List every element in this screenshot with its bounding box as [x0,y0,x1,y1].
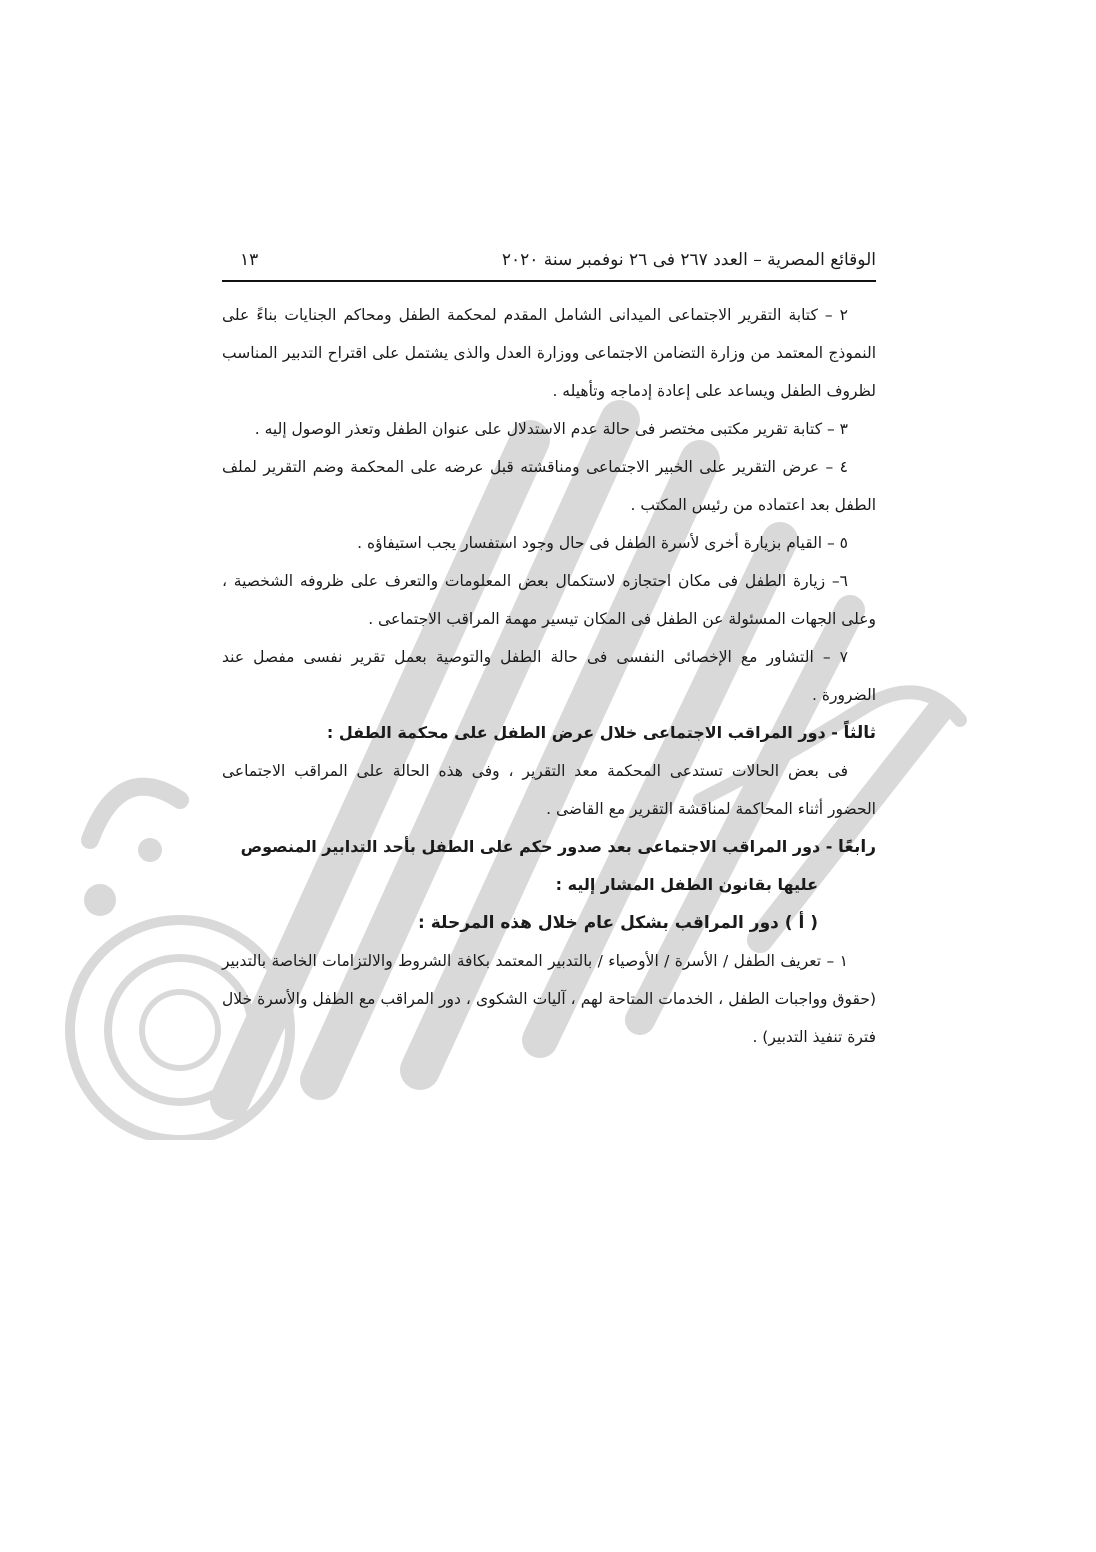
section-heading-fourth-lead: رابعًا [838,837,876,857]
gazette-title: الوقائع المصرية – العدد ٢٦٧ فى ٢٦ نوفمبر سنة ٢٠٢٠ [501,250,876,270]
document-page [222,250,876,1056]
paragraph-item-7: ٧ – التشاور مع الإخصائى النفسى فى حالة الطفل والتوصية بعمل تقرير نفسى مفصل عند الضرورة . [222,648,876,704]
paragraph-item-5: ٥ – القيام بزيارة أخرى لأسرة الطفل فى حال وجود استفسار يجب استيفاؤه . [357,534,848,552]
paragraph-third-section: فى بعض الحالات تستدعى المحكمة معد التقرير ، وفى هذه الحالة على المراقب الاجتماعى الحضور أثناء المحاكمة لمناقشة التقرير مع القاضى . [222,762,876,818]
paragraph-item-3: ٣ – كتابة تقرير مكتبى مختصر فى حالة عدم الاستدلال على عنوان الطفل وتعذر الوصول إليه . [254,420,848,438]
paragraph-item-2: ٢ – كتابة التقرير الاجتماعى الميدانى الشامل المقدم لمحكمة الطفل ومحاكم الجنايات بناءً على النموذج المعتمد من وزارة التضامن الاجتماعى ووزارة العدل والذى يشتمل على اقتراح التدبير المناسب لظروف الطفل ويساعد على إعادة إدماجه وتأهيله . [222,306,876,400]
section-heading-third [222,714,876,752]
page-number: ١٣ [240,250,259,270]
paragraph-item-a1: ١ – تعريف الطفل / الأسرة / الأوصياء / بالتدبير المعتمد بكافة الشروط والالتزامات الخاصة بالتدبير (حقوق وواجبات الطفل ، الخدمات المتاحة لهم ، آليات الشكوى ، دور المراقب مع الطفل والأسرة خلال فترة تنفيذ التدبير) . [222,952,876,1046]
section-heading-fourth-continued: عليها بقانون الطفل المشار إليه : [555,875,818,894]
section-heading-fourth-text: - دور المراقب الاجتماعى بعد صدور حكم على الطفل بأحد التدابير المنصوص [240,837,839,856]
paragraph-item-6: ٦– زيارة الطفل فى مكان احتجازه لاستكمال بعض المعلومات والتعرف على ظروفه الشخصية ، وعلى الجهات المسئولة عن الطفل فى المكان تيسير مهمة المراقب الاجتماعى . [222,572,876,628]
section-heading-fourth [222,828,876,866]
section-heading-third-lead: ثالثاً [843,723,876,743]
paragraph-item-4: ٤ – عرض التقرير على الخبير الاجتماعى ومناقشته قبل عرضه على المحكمة وضم التقرير لملف الطفل بعد اعتماده من رئيس المكتب . [222,458,876,514]
section-heading-third-text: - دور المراقب الاجتماعى خلال عرض الطفل على محكمة الطفل : [326,723,844,742]
document-body [222,296,876,1056]
subsection-heading-a: ( أ ) دور المراقب بشكل عام خلال هذه المرحلة : [418,913,818,933]
page-header [222,250,876,282]
